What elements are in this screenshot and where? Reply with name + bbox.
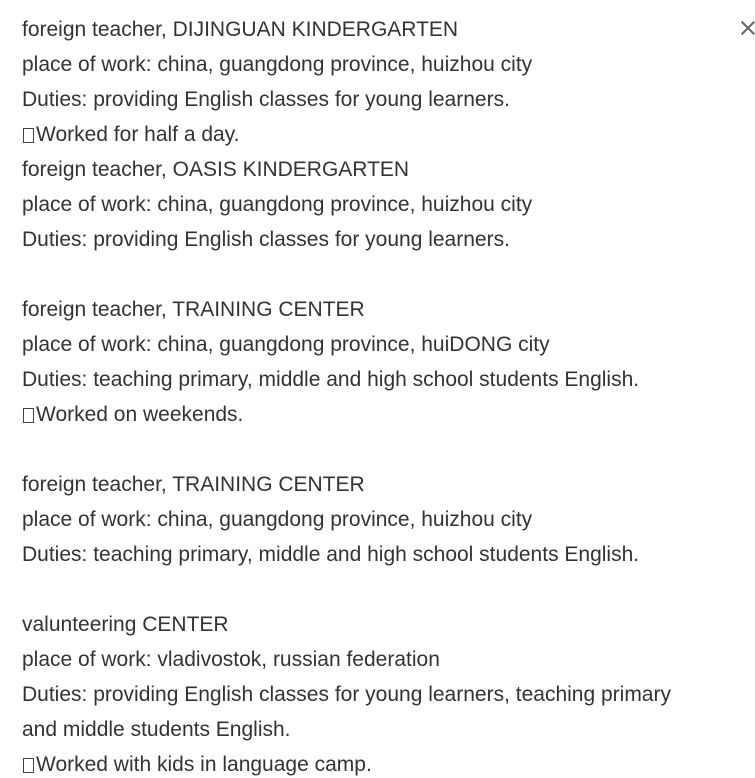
missing-glyph-icon	[23, 128, 34, 143]
job-title: foreign teacher, TRAINING CENTER	[22, 473, 365, 496]
job-title: foreign teacher, OASIS KINDERGARTEN	[22, 158, 410, 181]
missing-glyph-icon	[23, 408, 34, 423]
job-place: place of work: china, guangdong province, huiDONG city	[22, 333, 550, 356]
job-note-text: Worked for half a day.	[36, 123, 240, 146]
job-note	[22, 397, 725, 432]
job-duties: Duties: teaching primary, middle and high school students English.	[22, 543, 640, 566]
job-note	[22, 117, 725, 152]
job-place: place of work: china, guangdong province, huizhou city	[22, 53, 533, 76]
work-experience-list	[22, 12, 725, 778]
job-note-text: Worked on weekends.	[36, 403, 244, 426]
job-duties: Duties: providing English classes for young learners.	[22, 88, 510, 111]
spacer	[22, 257, 725, 292]
job-duties: Duties: providing English classes for young learners, teaching primary	[22, 683, 671, 706]
job-duties: Duties: providing English classes for young learners.	[22, 228, 510, 251]
job-duties-continued: and middle students English.	[22, 718, 291, 741]
job-title: foreign teacher, TRAINING CENTER	[22, 298, 365, 321]
job-title: foreign teacher, DIJINGUAN KINDERGARTEN	[22, 18, 459, 41]
job-note-text: Worked with kids in language camp.	[36, 753, 372, 776]
job-place: place of work: china, guangdong province, huizhou city	[22, 193, 533, 216]
job-note	[22, 747, 725, 778]
spacer	[22, 432, 725, 467]
missing-glyph-icon	[23, 758, 34, 773]
close-icon[interactable]	[739, 18, 755, 38]
job-title: valunteering CENTER	[22, 613, 229, 636]
job-place: place of work: vladivostok, russian federation	[22, 648, 440, 671]
job-place: place of work: china, guangdong province, huizhou city	[22, 508, 533, 531]
spacer	[22, 572, 725, 607]
job-duties: Duties: teaching primary, middle and high school students English.	[22, 368, 640, 391]
